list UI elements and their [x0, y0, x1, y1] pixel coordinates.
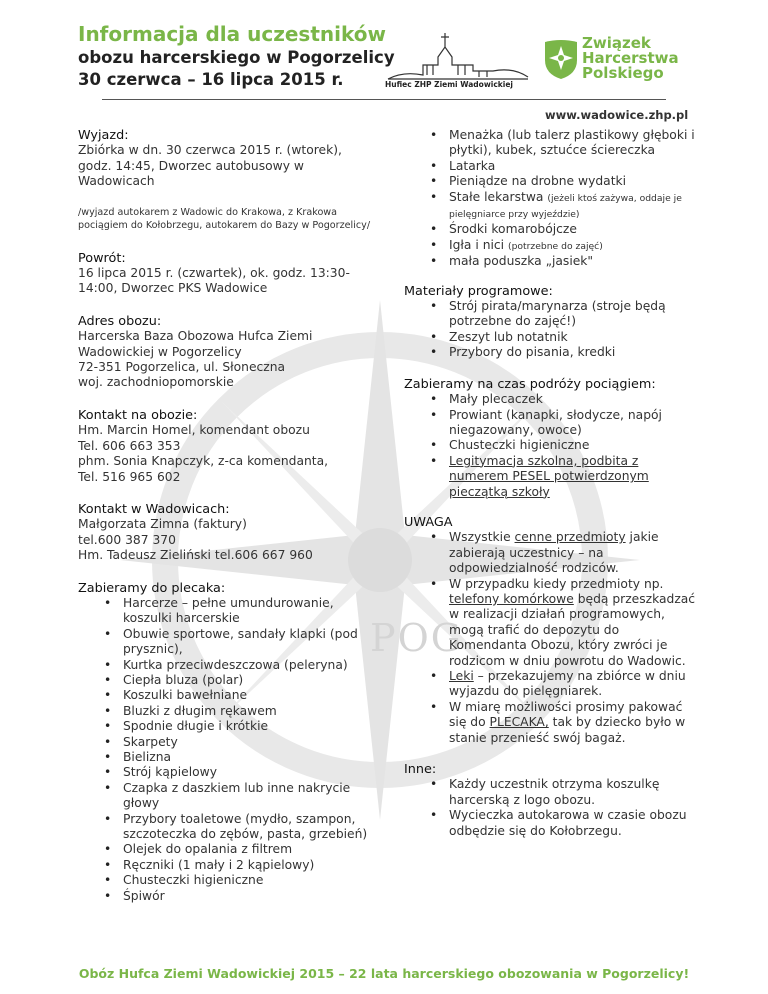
wyjazd-note: /wyjazd autokarem z Wadowic do Krakowa, z Krakowa pociągiem do Kołobrzegu, autokarem do Bazy w Pogorzelicy/	[78, 206, 371, 232]
list-item: • Prowiant (kanapki, słodycze, napój niegazowany, owoce)	[449, 408, 696, 439]
list-item: • Ręczniki (1 mały i 2 kąpielowy)	[123, 858, 378, 873]
item-text: Wszystkie	[449, 530, 515, 545]
list-item: • Czapka z daszkiem lub inne nakrycie głowy	[123, 781, 378, 812]
zhp-logo-line: Polskiego	[582, 64, 664, 82]
kontakt-wadowicach-line: tel.600 387 370	[78, 532, 176, 547]
item-text: tak by dziecko było w stanie przenieść swój bagaż.	[449, 715, 686, 745]
adres-line: Harcerska Baza Obozowa Hufca Ziemi Wadowickiej w Pogorzelicy	[78, 329, 313, 359]
list-item: • mała poduszka „jasiek"	[449, 254, 696, 269]
item-highlight: cenne przedmioty	[514, 530, 626, 545]
website-link[interactable]: www.wadowice.zhp.pl	[545, 108, 689, 122]
list-item	[449, 669, 696, 700]
kontakt-wadowicach-line: Hm. Tadeusz Zieliński tel.606 667 960	[78, 548, 313, 563]
item-note: (jeżeli ktoś zażywa, oddaje je pielęgniarce przy wyjeździe)	[449, 192, 682, 221]
uwaga-list	[404, 530, 696, 746]
plecak-list	[78, 596, 378, 904]
kontakt-obozie-line: Tel. 606 663 353	[78, 438, 181, 453]
right-column	[404, 128, 696, 839]
list-item: • Strój pirata/marynarza (stroje będą potrzebne do zajęć!)	[449, 299, 696, 330]
section-title-powrot: Powrót:	[78, 250, 126, 266]
kontakt-wadowicach-line: Małgorzata Zimna (faktury)	[78, 517, 247, 532]
document-header	[78, 22, 395, 91]
list-item: • Zeszyt lub notatnik	[449, 330, 696, 345]
list-item: • Każdy uczestnik otrzyma koszulkę harcerską z logo obozu.	[449, 777, 696, 808]
list-item: • Kurtka przeciwdeszczowa (peleryna)	[123, 658, 378, 673]
list-item: • Przybory toaletowe (mydło, szampon, szczoteczka do zębów, pasta, grzebień)	[123, 812, 378, 843]
list-item: • Śpiwór	[123, 889, 378, 904]
list-item: • Skarpety	[123, 735, 378, 750]
podroz-list	[404, 392, 696, 500]
item-note: (potrzebne do zajęć)	[508, 240, 603, 252]
powrot-text: 16 lipca 2015 r. (czwartek), ok. godz. 13:30-14:00, Dworzec PKS Wadowice	[78, 266, 350, 296]
section-title-uwaga: UWAGA	[404, 514, 453, 530]
equipment-list	[404, 128, 696, 270]
list-item	[449, 530, 696, 576]
page-subtitle-dates: 30 czerwca – 16 lipca 2015 r.	[78, 70, 344, 89]
list-item: • Wycieczka autokarowa w czasie obozu odbędzie się do Kołobrzegu.	[449, 808, 696, 839]
item-text: Igła i nici	[449, 237, 505, 252]
left-column	[78, 128, 378, 904]
list-item: • Spodnie długie i krótkie	[123, 719, 378, 734]
item-text: jakie zabierają uczestnicy – na odpowiedzialność rodziców.	[449, 530, 659, 576]
item-text: Stałe lekarstwa	[449, 189, 544, 204]
list-item: • Przybory do pisania, kredki	[449, 345, 696, 360]
zhp-logo-text	[582, 36, 679, 81]
list-item: • Chusteczki higieniczne	[449, 438, 696, 453]
page-title: Informacja dla uczestników	[78, 22, 386, 46]
page-footer: Obóz Hufca Ziemi Wadowickiej 2015 – 22 lata harcerskiego obozowania w Pogorzelicy!	[78, 966, 690, 981]
watermark-text: POG	[370, 616, 464, 660]
section-title-adres: Adres obozu:	[78, 313, 162, 329]
item-text: – przekazujemy na zbiórce w dniu wyjazdu do pielęgniarek.	[449, 669, 686, 699]
list-item: • Latarka	[449, 159, 696, 174]
section-title-materialy: Materiały programowe:	[404, 283, 553, 299]
kontakt-obozie-line: Tel. 516 965 602	[78, 469, 181, 484]
list-item	[449, 700, 696, 746]
list-item: • Koszulki bawełniane	[123, 688, 378, 703]
list-item: • Środki komarobójcze	[449, 222, 696, 237]
section-title-kontakt-wadowicach: Kontakt w Wadowicach:	[78, 501, 230, 517]
item-text: W przypadku kiedy przedmioty np.	[449, 576, 664, 591]
list-item: • Bielizna	[123, 750, 378, 765]
list-item: • Strój kąpielowy	[123, 765, 378, 780]
list-item: • Obuwie sportowe, sandały klapki (pod prysznic),	[123, 627, 378, 658]
zhp-cross-logo-icon	[541, 38, 581, 80]
list-item: • Olejek do opalania z filtrem	[123, 842, 378, 857]
materialy-list	[404, 299, 696, 361]
list-item	[449, 577, 696, 669]
item-text: W miarę możliwości prosimy pakować się do	[449, 699, 683, 730]
zhp-logo-line: Harcerstwa	[582, 49, 679, 67]
section-title-plecak: Zabieramy do plecaka:	[78, 580, 226, 596]
list-item: • Bluzki z długim rękawem	[123, 704, 378, 719]
list-item: • Chusteczki higieniczne	[123, 873, 378, 888]
section-title-wyjazd: Wyjazd:	[78, 128, 129, 143]
item-highlight: Leki	[449, 669, 474, 683]
list-item	[449, 190, 696, 223]
list-item: • Legitymacja szkolna, podbita z numerem PESEL potwierdzonym pieczątką szkoły	[449, 454, 696, 500]
list-item: • Ciepła bluza (polar)	[123, 673, 378, 688]
wyjazd-text: Zbiórka w dn. 30 czerwca 2015 r. (wtorek), godz. 14:45, Dworzec autobusowy w Wadowicach	[78, 143, 342, 189]
kontakt-obozie-line: phm. Sonia Knapczyk, z-ca komendanta,	[78, 454, 329, 469]
hufiec-logo-text: Hufiec ZHP Ziemi Wadowickiej	[385, 80, 513, 89]
list-item: • Menażka (lub talerz plastikowy głęboki i płytki), kubek, sztućce ściereczka	[449, 128, 696, 159]
section-title-inne: Inne:	[404, 762, 437, 778]
page-subtitle-camp: obozu harcerskiego w Pogorzelicy	[78, 48, 395, 67]
adres-line: 72-351 Pogorzelica, ul. Słoneczna	[78, 360, 286, 375]
item-text: będą przeszkadzać w realizacji działań programowych, mogą trafić do depozytu do Komendanta Obozu, który zwróci je rodzicom w dniu powrotu do Wadowic.	[449, 591, 696, 668]
inne-list	[404, 777, 696, 839]
kontakt-obozie-line: Hm. Marcin Homel, komendant obozu	[78, 423, 310, 438]
item-highlight: telefony komórkowe	[449, 591, 574, 606]
section-title-kontakt-obozie: Kontakt na obozie:	[78, 407, 198, 423]
zhp-logo-line: Związek	[582, 34, 651, 52]
adres-line: woj. zachodniopomorskie	[78, 375, 234, 390]
section-title-podroz: Zabieramy na czas podróży pociągiem:	[404, 376, 656, 392]
list-item: • Harcerze – pełne umundurowanie, koszulki harcerskie	[123, 596, 378, 627]
list-item	[449, 238, 696, 254]
list-item: • Mały plecaczek	[449, 392, 696, 407]
item-highlight: PLECAKA,	[489, 715, 549, 730]
header-divider	[102, 99, 666, 100]
list-item: • Pieniądze na drobne wydatki	[449, 174, 696, 189]
